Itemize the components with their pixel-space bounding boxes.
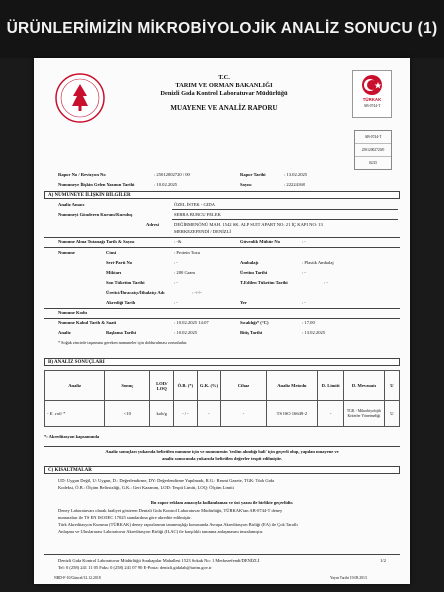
report-no-value: : 25012002720 / 00 [154, 172, 190, 177]
package-value: : Plastik Ambalaj [302, 260, 334, 265]
expiry-date-label: Son Tüketim Tarihi [106, 280, 145, 285]
analysis-results-table [44, 370, 400, 427]
acceptance-value: : 10.02.2025 14:07 [174, 320, 209, 325]
form-revision: Yayın Tarihi 19.08.2013 [330, 576, 367, 580]
header-line-report: MUAYENE VE ANALİZ RAPORU [170, 104, 278, 112]
batch-value: : - [174, 260, 178, 265]
table-cell-regulation: TGK - Mikrobiyolojik Kriterler Yönetmeliği [343, 401, 384, 427]
quantity-label: Miktarı [106, 270, 122, 275]
header-line-ministry: TARIM VE ORMAN BAKANLIĞI [175, 82, 273, 89]
sample-code-label: Numune Kodu [58, 310, 87, 315]
accreditation-note: *: Akreditasyon kapsamında [44, 434, 100, 439]
id-box-line: 02/25 [368, 161, 378, 165]
table-cell-gk: - [197, 401, 221, 427]
disclaimer-title: Bu rapor reklam amacıyla kullanılamaz ve üst yazısı ile birlikte geçerlidir. [150, 500, 294, 505]
address-value-2: MERKEZEFENDİ / DENİZLİ [174, 229, 231, 234]
quantity-value: : 200 Gram [174, 270, 195, 275]
divider [44, 237, 400, 238]
seal-date-value: : - [174, 300, 178, 305]
validity-note-2: analiz sonucunda yukarıda belirtilen değerler tespit edilmiştir. [162, 456, 282, 461]
seal-no-value: : - [302, 239, 306, 244]
start-date-label: Başlama Tarihi [106, 330, 136, 335]
analysis-report-page [34, 58, 410, 584]
form-code: NRD-F-10/Güncel/12.12.2018 [54, 576, 101, 580]
report-no-label: Rapor No / Revizyon No [58, 172, 106, 177]
production-date-label: Üretim Tarihi [240, 270, 268, 275]
production-date-value: : - [302, 270, 306, 275]
disclaimer-line-2: numaraları ile TS EN ISO/IEC 17025 standardına göre akredite edilmiştir. [58, 515, 192, 520]
package-label: Ambalajı [240, 260, 259, 265]
abbreviations-line-1: UD: Uygun Değil, U: Uygun, D.: Değerlendirme, DY: Değerlendirme Yapılmadı, R.G.: Resmi Gazete, TGK: Türk Gıda [58, 478, 275, 483]
manufacturer-label: Üretici/İhracatçı/İthalatçı Adı [106, 290, 165, 295]
table-cell-u: U [384, 401, 399, 427]
place-label: Yer [240, 300, 247, 305]
request-date-label: Numuneye İlişkin Gelen Yazının Tarihi [58, 182, 135, 187]
turkak-logo-icon [356, 74, 388, 96]
expiry-date-value: : - [174, 280, 178, 285]
seal-date-label: Akrediği Tarih [106, 300, 136, 305]
table-cell-lod: kob/g [150, 401, 174, 427]
request-count-value: : 22224168 [284, 182, 305, 187]
table-row [45, 401, 400, 427]
sampling-record-value: : -& [174, 239, 182, 244]
seal-no-label: Güvenlik Mühür No [240, 239, 280, 244]
sender-label: Numuneyi Gönderen Kurum/Kuruluş [58, 212, 133, 217]
end-date-value: : 13.02.2025 [302, 330, 326, 335]
turkak-label: TÜRKAK [362, 97, 382, 102]
table-cell-method: TS ISO 16649-2 [266, 401, 318, 427]
table-header: U [384, 371, 399, 401]
table-header: LOD/ LOQ [150, 371, 174, 401]
header-line-lab: Denizli Gıda Kontrol Laboratuvar Müdürlüğü [160, 90, 288, 97]
id-box-line: 25012002720/0 [355, 144, 391, 157]
sample-label: Numune [58, 250, 75, 255]
banner-title: ÜRÜNLERİMİZİN MİKROBİYOLOJİK ANALİZ SONUCU (1) [6, 20, 438, 37]
analysis-label: Analiz [58, 330, 71, 335]
turkak-code: AB-0744-T [363, 104, 381, 108]
address-label: Adresi [146, 222, 159, 227]
place-value: : - [302, 300, 306, 305]
divider [44, 446, 400, 447]
id-box-line: AB-0744-T [355, 131, 391, 144]
disclaimer-line-3: Türk Akreditasyon Kurumu (TÜRKAK) deney raporlarının tanınmışlığı konusunda Avrupa Akreditasyon Birliği (EA) ile Çok Taraflı [58, 522, 298, 527]
cold-chain-footnote: * Soğuk zincirde taşınması gereken numuneler için doldurulması zorunludur. [58, 340, 188, 345]
address-value-1: DEĞİRMENÖNÜ MAH. 1542 SK. ALP SUIT APART NO: 21 İÇ KAPI NO: 13 [174, 222, 323, 227]
table-header: Sonuç [105, 371, 150, 401]
acceptance-label: Numune Kabul Tarih & Saati [58, 320, 117, 325]
request-date-value: : 10.02.2025 [154, 182, 178, 187]
table-cell-ob: - / - [174, 401, 198, 427]
report-date-value: : 13.02.2025 [284, 172, 308, 177]
report-date-label: Rapor Tarihi [240, 172, 266, 177]
abbreviations-line-2: Kodeksi, Ö.B.: Ölçüm Belirsizliği, G.K.: Geri Kazanım, LOD: Tespit Limiti, LOQ: Ölçüm Limiti [58, 485, 234, 490]
table-header: Ö.B. (*) [174, 371, 198, 401]
section-c-header: C) KISALTMALAR [44, 466, 400, 474]
validity-note-1: Analiz sonuçları yukarıda belirtilen numune için ve numunenin 'teslim alındığı hali' için geçerli olup, yapılan muayene ve [105, 449, 339, 454]
divider [44, 308, 400, 309]
report-header [34, 58, 410, 130]
table-header: G.K. (%) [197, 371, 221, 401]
disclaimer-line-1: Deney Laboratuvarı olarak faaliyet gösteren Denizli Gıda Kontrol Laboratuvar Müdürlüğü, TÜRKAK'tan AB-0744-T deney [58, 508, 283, 513]
header-titles [124, 74, 324, 112]
table-header: D. Mevzuatı [343, 371, 384, 401]
turkak-badge [352, 70, 392, 118]
section-b-header: B) ANALİZ SONUÇLARI [44, 358, 400, 366]
temperature-value: : 17,00 [302, 320, 315, 325]
field-underline [172, 219, 398, 220]
divider [44, 318, 400, 319]
request-count-label: Sayısı [240, 182, 252, 187]
start-date-value: : 10.02.2025 [174, 330, 198, 335]
table-cell-analysis: - E. coli * [45, 401, 105, 427]
disclaimer-line-4: Anlaşma ve Uluslararası Laboratuvar Akreditasyon Birliği (ILAC) ile karşılıklı tanınma anlaşmasını imzalamıştır. [58, 529, 264, 534]
table-cell-device: - [221, 401, 266, 427]
end-date-label: Bitiş Tarihi [240, 330, 263, 335]
table-header: Analiz [45, 371, 105, 401]
table-cell-result: <10 [105, 401, 150, 427]
footer-divider [44, 554, 400, 555]
table-header: Cihaz [221, 371, 266, 401]
footer-contact: Tel: 0 (258) 241 11 05 Faks: 0 (258) 241 07 90 E-Posta: denizli.gidalab@tarim.gov.tr [58, 565, 212, 570]
sender-value: SERRA BURCU FELEK [174, 212, 221, 217]
divider [44, 247, 400, 248]
manufacturer-value: : -/-/- [192, 290, 202, 295]
title-banner [0, 0, 444, 58]
table-header: D. Limiti [318, 371, 344, 401]
footer-address: Denizli Gıda Kontrol Laboratuvar Müdürlüğü Sırakapılar Mahallesi 1523 Sokak No: 1 Merkezefendi/DENİZLİ [58, 558, 260, 563]
header-line-tc: T.C. [218, 74, 230, 81]
section-a-header: A) NUMUNEYE İLİŞKİN BİLGİLER [44, 191, 400, 199]
sampling-record-label: Numune Alma Tutanağı Tarih & Sayısı [58, 239, 135, 244]
type-value: : Protein Tozu [174, 250, 200, 255]
field-underline [172, 209, 398, 210]
purpose-value: ÖZEL İSTEK - GIDA [174, 202, 216, 207]
report-id-box [354, 130, 392, 170]
table-header: Analiz Metodu [266, 371, 318, 401]
table-cell-limit: - [318, 401, 344, 427]
page-number: 1/2 [380, 558, 386, 563]
best-before-label: T.Edilen Tüketim Tarihi [240, 280, 288, 285]
temperature-label: Sıcaklığı* (°C) [240, 320, 269, 325]
ministry-emblem-icon [54, 72, 106, 124]
batch-label: Seri-Parti No [106, 260, 133, 265]
purpose-label: Analiz Amacı [58, 202, 85, 207]
table-header-row [45, 371, 400, 401]
type-label: Cinsi [106, 250, 117, 255]
best-before-value: : - [324, 280, 328, 285]
